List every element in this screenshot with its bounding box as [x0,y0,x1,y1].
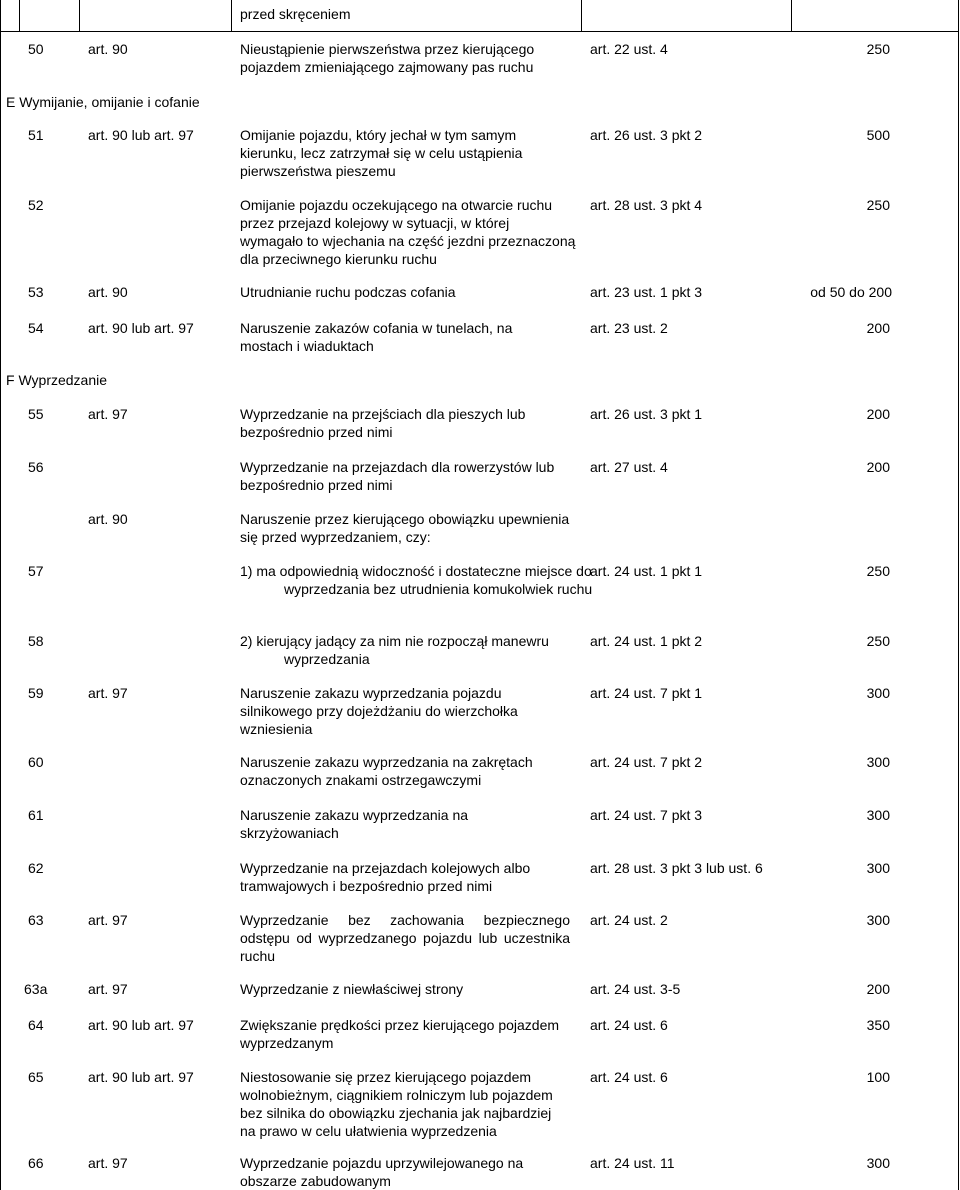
row-amount: 250 [866,633,890,649]
row-article: art. 90 lub art. 97 [88,1017,194,1033]
row-amount: 300 [866,754,890,770]
row-reference: art. 28 ust. 3 pkt 4 [590,197,703,213]
row-amount: 100 [866,1069,890,1085]
row-reference: art. 24 ust. 7 pkt 1 [590,685,703,701]
row-reference: art. 26 ust. 3 pkt 2 [590,127,703,143]
row-reference: art. 24 ust. 1 pkt 1 [590,563,703,579]
row-number: 58 [28,633,44,649]
column-divider [19,0,20,32]
row-number: 63 [28,912,44,928]
row-amount: 300 [866,807,890,823]
row-amount: 200 [866,459,890,475]
row-description: Omijanie pojazdu oczekującego na otwarcie ruchu przez przejazd kolejowy w sytuacji, w której wymagało to wjechania na część jezdni przeznaczoną dla przeciwnego kierunku ruchu [240,197,576,267]
row-number: 51 [28,127,44,143]
row-article: art. 97 [88,406,128,422]
row-number: 60 [28,754,44,770]
row-number: 64 [28,1017,44,1033]
row-amount: 300 [866,685,890,701]
row-article: art. 90 [88,284,128,300]
table-border-right [958,0,959,1190]
row-number: 61 [28,807,44,823]
row-amount: 250 [866,41,890,57]
row-amount: 300 [866,860,890,876]
row-description: Naruszenie zakazu wyprzedzania na zakrętach oznaczonych znakami ostrzegawczymi [240,754,533,788]
row-reference: art. 24 ust. 11 [590,1155,675,1171]
row-amount: od 50 do 200 [810,284,892,300]
row-description: 1) ma odpowiednią widoczność i dostateczne miejsce do wyprzedzania bez utrudnienia komukolwiek ruchu [240,563,593,597]
row-article: art. 90 [88,41,128,57]
row-number: 55 [28,406,44,422]
row-description: Zwiększanie prędkości przez kierującego pojazdem wyprzedzanym [240,1017,560,1051]
row-article: art. 97 [88,1155,128,1171]
row-article: art. 90 lub art. 97 [88,1069,194,1085]
row-description: Wyprzedzanie na przejściach dla pieszych lub bezpośrednio przed nimi [240,406,526,440]
row-amount: 200 [866,981,890,997]
row-amount: 500 [866,127,890,143]
row-number: 63a [24,981,48,997]
row-description: 2) kierujący jadący za nim nie rozpoczął manewru wyprzedzania [240,633,549,667]
column-divider [791,0,792,32]
section-heading-f: F Wyprzedzanie [6,372,108,388]
row-description: Nieustąpienie pierwszeństwa przez kierującego pojazdem zmieniającego zajmowany pas ruchu [240,41,535,75]
row-number: 59 [28,685,44,701]
row-article: art. 90 lub art. 97 [88,127,194,143]
row-reference: art. 24 ust. 7 pkt 2 [590,754,703,770]
row-description: Wyprzedzanie na przejazdach dla rowerzystów lub bezpośrednio przed nimi [240,459,555,493]
row-description: Wyprzedzanie pojazdu uprzywilejowanego na obszarze zabudowanym [240,1155,524,1189]
row-reference: art. 24 ust. 3-5 [590,981,681,997]
row-number: 50 [28,41,44,57]
row-reference: art. 26 ust. 3 pkt 1 [590,406,703,422]
row-description: Naruszenie zakazu wyprzedzania na skrzyżowaniach [240,807,469,841]
row-reference: art. 24 ust. 2 [590,912,668,928]
row-amount: 350 [866,1017,890,1033]
column-divider [581,0,582,32]
row-reference: art. 24 ust. 1 pkt 2 [590,633,703,649]
row-description: Omijanie pojazdu, który jechał w tym samym kierunku, lecz zatrzymał się w celu ustąpienia pierwszeństwa pieszemu [240,127,523,179]
row-number: 54 [28,320,44,336]
row-amount: 300 [866,1155,890,1171]
row-reference: art. 24 ust. 6 [590,1017,668,1033]
column-divider [79,0,80,32]
row-reference: art. 24 ust. 6 [590,1069,668,1085]
row-amount: 250 [866,197,890,213]
row-description: Wyprzedzanie na przejazdach kolejowych albo tramwajowych i bezpośrednio przed nimi [240,860,531,894]
row-article: art. 97 [88,912,128,928]
section-heading-e: E Wymijanie, omijanie i cofanie [6,94,200,110]
row-description: Niestosowanie się przez kierującego pojazdem wolnobieżnym, ciągnikiem rolniczym lub pojazdem bez silnika do obowiązku zjechania jak najbardziej na prawo w celu ułatwienia wyprzedzenia [240,1069,553,1139]
row-article: art. 97 [88,685,128,701]
row-reference: art. 23 ust. 2 [590,320,668,336]
row-article: art. 90 [88,511,128,527]
row-number: 66 [28,1155,44,1171]
row-number: 65 [28,1069,44,1085]
row-description: Naruszenie przez kierującego obowiązku upewnienia się przed wyprzedzaniem, czy: [240,511,570,545]
row-description: przed skręceniem [240,6,351,22]
row-amount: 250 [866,563,890,579]
row-description: Wyprzedzanie bez zachowania bezpiecznego odstępu od wyprzedzanego pojazdu lub uczestnika ruchu [240,912,570,964]
row-reference: art. 28 ust. 3 pkt 3 lub ust. 6 [590,860,763,876]
row-reference: art. 24 ust. 7 pkt 3 [590,807,703,823]
row-description: Wyprzedzanie z niewłaściwej strony [240,981,464,997]
row-article: art. 97 [88,981,128,997]
row-description: Naruszenie zakazu wyprzedzania pojazdu silnikowego przy dojeżdżaniu do wierzchołka wzniesienia [240,685,518,737]
table-border-left [0,0,1,1190]
column-divider [231,0,232,32]
row-amount: 200 [866,320,890,336]
row-number: 57 [28,563,44,579]
row-number: 56 [28,459,44,475]
row-reference: art. 27 ust. 4 [590,459,668,475]
row-number: 62 [28,860,44,876]
row-reference: art. 23 ust. 1 pkt 3 [590,284,703,300]
row-description: Naruszenie zakazów cofania w tunelach, na mostach i wiaduktach [240,320,513,354]
row-article: art. 90 lub art. 97 [88,320,194,336]
row-number: 53 [28,284,44,300]
row-divider [0,31,959,32]
row-reference: art. 22 ust. 4 [590,41,668,57]
row-description: Utrudnianie ruchu podczas cofania [240,284,456,300]
row-number: 52 [28,197,44,213]
row-amount: 300 [866,912,890,928]
row-amount: 200 [866,406,890,422]
